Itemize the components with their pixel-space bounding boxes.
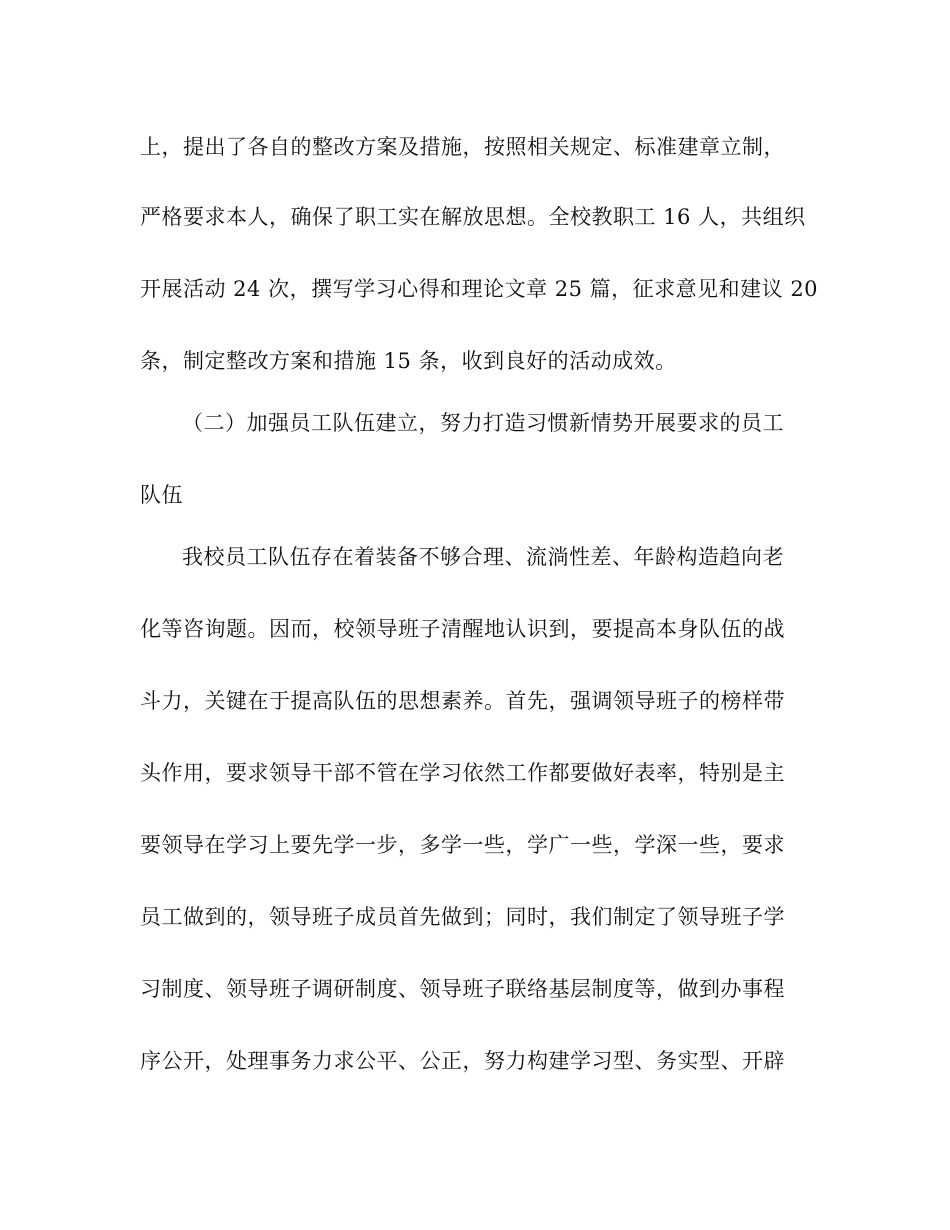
- paragraph-line: 条，制定整改方案和措施 15 条，收到良好的活动成效。: [140, 349, 677, 373]
- paragraph-line: 头作用，要求领导干部不管在学习依然工作都要做好表率，特别是主: [140, 761, 785, 785]
- paragraph-line: 化等咨询题。因而，校领导班子清醒地认识到，要提高本身队伍的战: [140, 617, 785, 641]
- section-heading-line: 队伍: [140, 483, 183, 507]
- paragraph-line: 上，提出了各自的整改方案及措施，按照相关规定、标准建章立制，: [140, 135, 785, 159]
- section-heading-line: （二）加强员工队伍建立，努力打造习惯新情势开展要求的员工: [182, 411, 784, 435]
- paragraph-line: 我校员工队伍存在着装备不够合理、流淌性差、年龄构造趋向老: [182, 545, 784, 569]
- paragraph-line: 序公开，处理事务力求公平、公正，努力构建学习型、务实型、开辟: [140, 1049, 785, 1073]
- paragraph-line: 斗力，关键在于提高队伍的思想素养。首先，强调领导班子的榜样带: [140, 689, 785, 713]
- paragraph-line: 严格要求本人，确保了职工实在解放思想。全校教职工 16 人，共组织: [140, 205, 806, 229]
- paragraph-line: 习制度、领导班子调研制度、领导班子联络基层制度等，做到办事程: [140, 977, 785, 1001]
- paragraph-line: 开展活动 24 次，撰写学习心得和理论文章 25 篇，征求意见和建议 20: [140, 277, 819, 301]
- paragraph-line: 要领导在学习上要先学一步，多学一些，学广一些，学深一些，要求: [140, 833, 785, 857]
- paragraph-line: 员工做到的，领导班子成员首先做到；同时，我们制定了领导班子学: [140, 905, 785, 929]
